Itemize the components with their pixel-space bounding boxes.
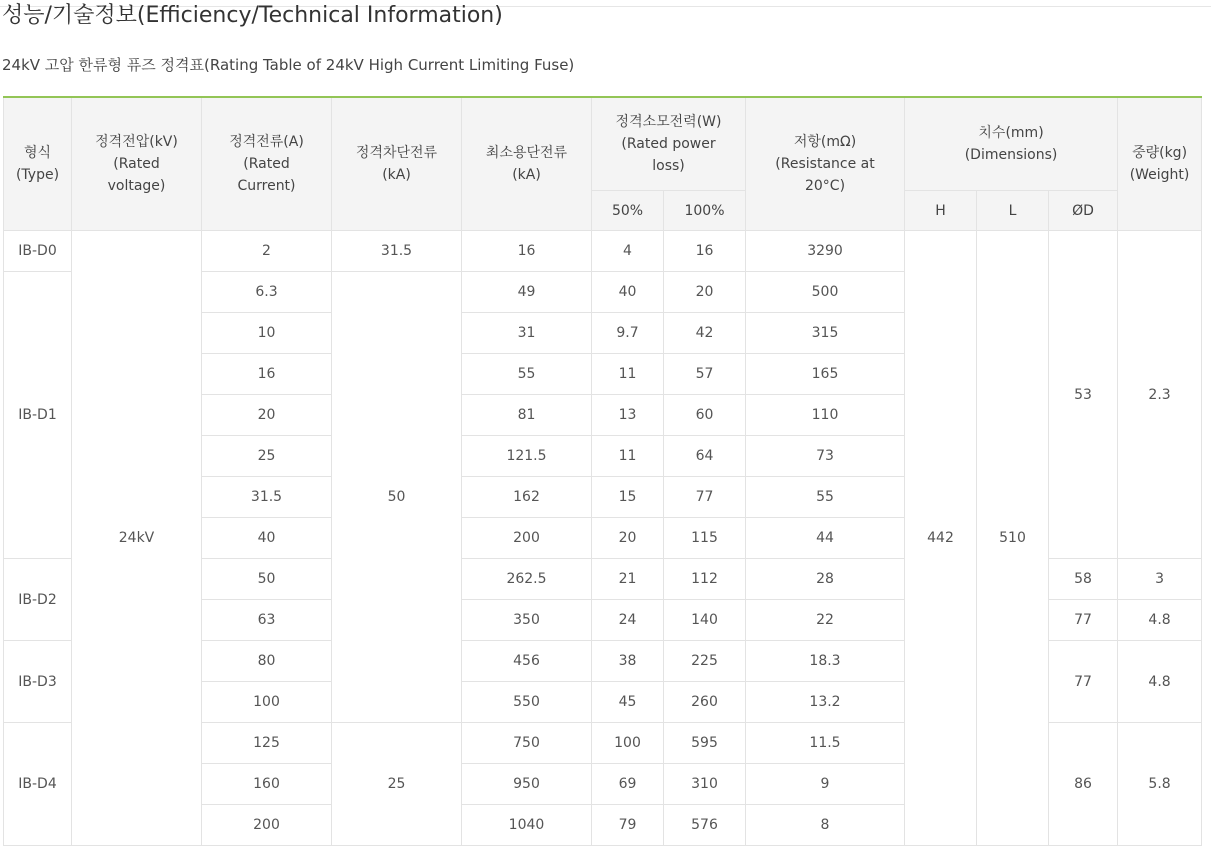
rated-current-cell: 160 <box>202 764 332 805</box>
loss-50-cell: 100 <box>592 723 664 764</box>
header-loss-100: 100% <box>664 191 746 231</box>
resistance-cell: 73 <box>746 436 905 477</box>
header-power-loss: 정격소모전력(W) (Rated power loss) <box>592 97 746 191</box>
resistance-cell: 44 <box>746 518 905 559</box>
min-fusing-cell: 55 <box>462 354 592 395</box>
min-fusing-cell: 31 <box>462 313 592 354</box>
resistance-cell: 55 <box>746 477 905 518</box>
rated-current-cell: 100 <box>202 682 332 723</box>
weight-cell: 5.8 <box>1118 723 1202 846</box>
loss-100-cell: 16 <box>664 231 746 272</box>
dim-d-cell: 77 <box>1049 600 1118 641</box>
dim-d-cell: 58 <box>1049 559 1118 600</box>
min-fusing-cell: 262.5 <box>462 559 592 600</box>
loss-100-cell: 140 <box>664 600 746 641</box>
resistance-cell: 22 <box>746 600 905 641</box>
loss-50-cell: 79 <box>592 805 664 846</box>
weight-cell: 4.8 <box>1118 600 1202 641</box>
rated-voltage-cell: 24kV <box>72 231 202 846</box>
loss-50-cell: 38 <box>592 641 664 682</box>
min-fusing-cell: 121.5 <box>462 436 592 477</box>
loss-100-cell: 60 <box>664 395 746 436</box>
dim-d-cell: 77 <box>1049 641 1118 723</box>
type-cell: IB-D0 <box>4 231 72 272</box>
loss-100-cell: 20 <box>664 272 746 313</box>
weight-cell: 4.8 <box>1118 641 1202 723</box>
min-fusing-cell: 750 <box>462 723 592 764</box>
loss-50-cell: 4 <box>592 231 664 272</box>
loss-100-cell: 112 <box>664 559 746 600</box>
loss-50-cell: 24 <box>592 600 664 641</box>
min-fusing-cell: 350 <box>462 600 592 641</box>
weight-cell: 3 <box>1118 559 1202 600</box>
type-cell: IB-D4 <box>4 723 72 846</box>
loss-100-cell: 225 <box>664 641 746 682</box>
weight-cell: 2.3 <box>1118 231 1202 559</box>
rated-current-cell: 40 <box>202 518 332 559</box>
loss-50-cell: 13 <box>592 395 664 436</box>
resistance-cell: 500 <box>746 272 905 313</box>
table-caption: 24kV 고압 한류형 퓨즈 정격표(Rating Table of 24kV High Current Limiting Fuse) <box>2 56 575 74</box>
dim-d-cell: 86 <box>1049 723 1118 846</box>
page-title: 성능/기술정보(Efficiency/Technical Information) <box>2 3 503 28</box>
breaking-current-cell: 25 <box>332 723 462 846</box>
header-dim-l: L <box>977 191 1049 231</box>
header-weight: 중량(kg) (Weight) <box>1118 97 1202 231</box>
header-breaking-current: 정격차단전류 (kA) <box>332 97 462 231</box>
min-fusing-cell: 81 <box>462 395 592 436</box>
loss-50-cell: 69 <box>592 764 664 805</box>
breaking-current-cell: 31.5 <box>332 231 462 272</box>
resistance-cell: 110 <box>746 395 905 436</box>
header-rated-voltage: 정격전압(kV) (Rated voltage) <box>72 97 202 231</box>
header-dim-d: ØD <box>1049 191 1118 231</box>
rated-current-cell: 25 <box>202 436 332 477</box>
min-fusing-cell: 1040 <box>462 805 592 846</box>
dim-l-cell: 510 <box>977 231 1049 846</box>
type-cell: IB-D3 <box>4 641 72 723</box>
resistance-cell: 8 <box>746 805 905 846</box>
loss-100-cell: 576 <box>664 805 746 846</box>
header-type: 형식 (Type) <box>4 97 72 231</box>
rated-current-cell: 16 <box>202 354 332 395</box>
resistance-cell: 18.3 <box>746 641 905 682</box>
loss-50-cell: 11 <box>592 436 664 477</box>
header-rated-current: 정격전류(A) (Rated Current) <box>202 97 332 231</box>
header-loss-50: 50% <box>592 191 664 231</box>
resistance-cell: 165 <box>746 354 905 395</box>
rated-current-cell: 2 <box>202 231 332 272</box>
type-cell: IB-D2 <box>4 559 72 641</box>
table-row <box>4 231 1202 272</box>
type-cell: IB-D1 <box>4 272 72 559</box>
rated-current-cell: 6.3 <box>202 272 332 313</box>
min-fusing-cell: 200 <box>462 518 592 559</box>
loss-100-cell: 77 <box>664 477 746 518</box>
rated-current-cell: 80 <box>202 641 332 682</box>
loss-100-cell: 57 <box>664 354 746 395</box>
resistance-cell: 11.5 <box>746 723 905 764</box>
min-fusing-cell: 162 <box>462 477 592 518</box>
min-fusing-cell: 550 <box>462 682 592 723</box>
resistance-cell: 315 <box>746 313 905 354</box>
loss-100-cell: 64 <box>664 436 746 477</box>
loss-100-cell: 260 <box>664 682 746 723</box>
loss-50-cell: 9.7 <box>592 313 664 354</box>
loss-100-cell: 595 <box>664 723 746 764</box>
rating-table <box>3 96 1202 846</box>
header-dim-h: H <box>905 191 977 231</box>
dim-h-cell: 442 <box>905 231 977 846</box>
rated-current-cell: 10 <box>202 313 332 354</box>
header-min-fusing-current: 최소용단전류 (kA) <box>462 97 592 231</box>
loss-50-cell: 11 <box>592 354 664 395</box>
header-dimensions: 치수(mm) (Dimensions) <box>905 97 1118 191</box>
min-fusing-cell: 950 <box>462 764 592 805</box>
rated-current-cell: 63 <box>202 600 332 641</box>
loss-100-cell: 115 <box>664 518 746 559</box>
loss-50-cell: 40 <box>592 272 664 313</box>
dim-d-cell: 53 <box>1049 231 1118 559</box>
min-fusing-cell: 16 <box>462 231 592 272</box>
loss-50-cell: 15 <box>592 477 664 518</box>
breaking-current-cell: 50 <box>332 272 462 723</box>
resistance-cell: 9 <box>746 764 905 805</box>
min-fusing-cell: 49 <box>462 272 592 313</box>
loss-100-cell: 42 <box>664 313 746 354</box>
rated-current-cell: 50 <box>202 559 332 600</box>
min-fusing-cell: 456 <box>462 641 592 682</box>
resistance-cell: 3290 <box>746 231 905 272</box>
rated-current-cell: 20 <box>202 395 332 436</box>
loss-50-cell: 45 <box>592 682 664 723</box>
resistance-cell: 28 <box>746 559 905 600</box>
loss-50-cell: 21 <box>592 559 664 600</box>
resistance-cell: 13.2 <box>746 682 905 723</box>
rated-current-cell: 125 <box>202 723 332 764</box>
rated-current-cell: 200 <box>202 805 332 846</box>
header-resistance: 저항(mΩ) (Resistance at 20°C) <box>746 97 905 231</box>
loss-50-cell: 20 <box>592 518 664 559</box>
rated-current-cell: 31.5 <box>202 477 332 518</box>
loss-100-cell: 310 <box>664 764 746 805</box>
